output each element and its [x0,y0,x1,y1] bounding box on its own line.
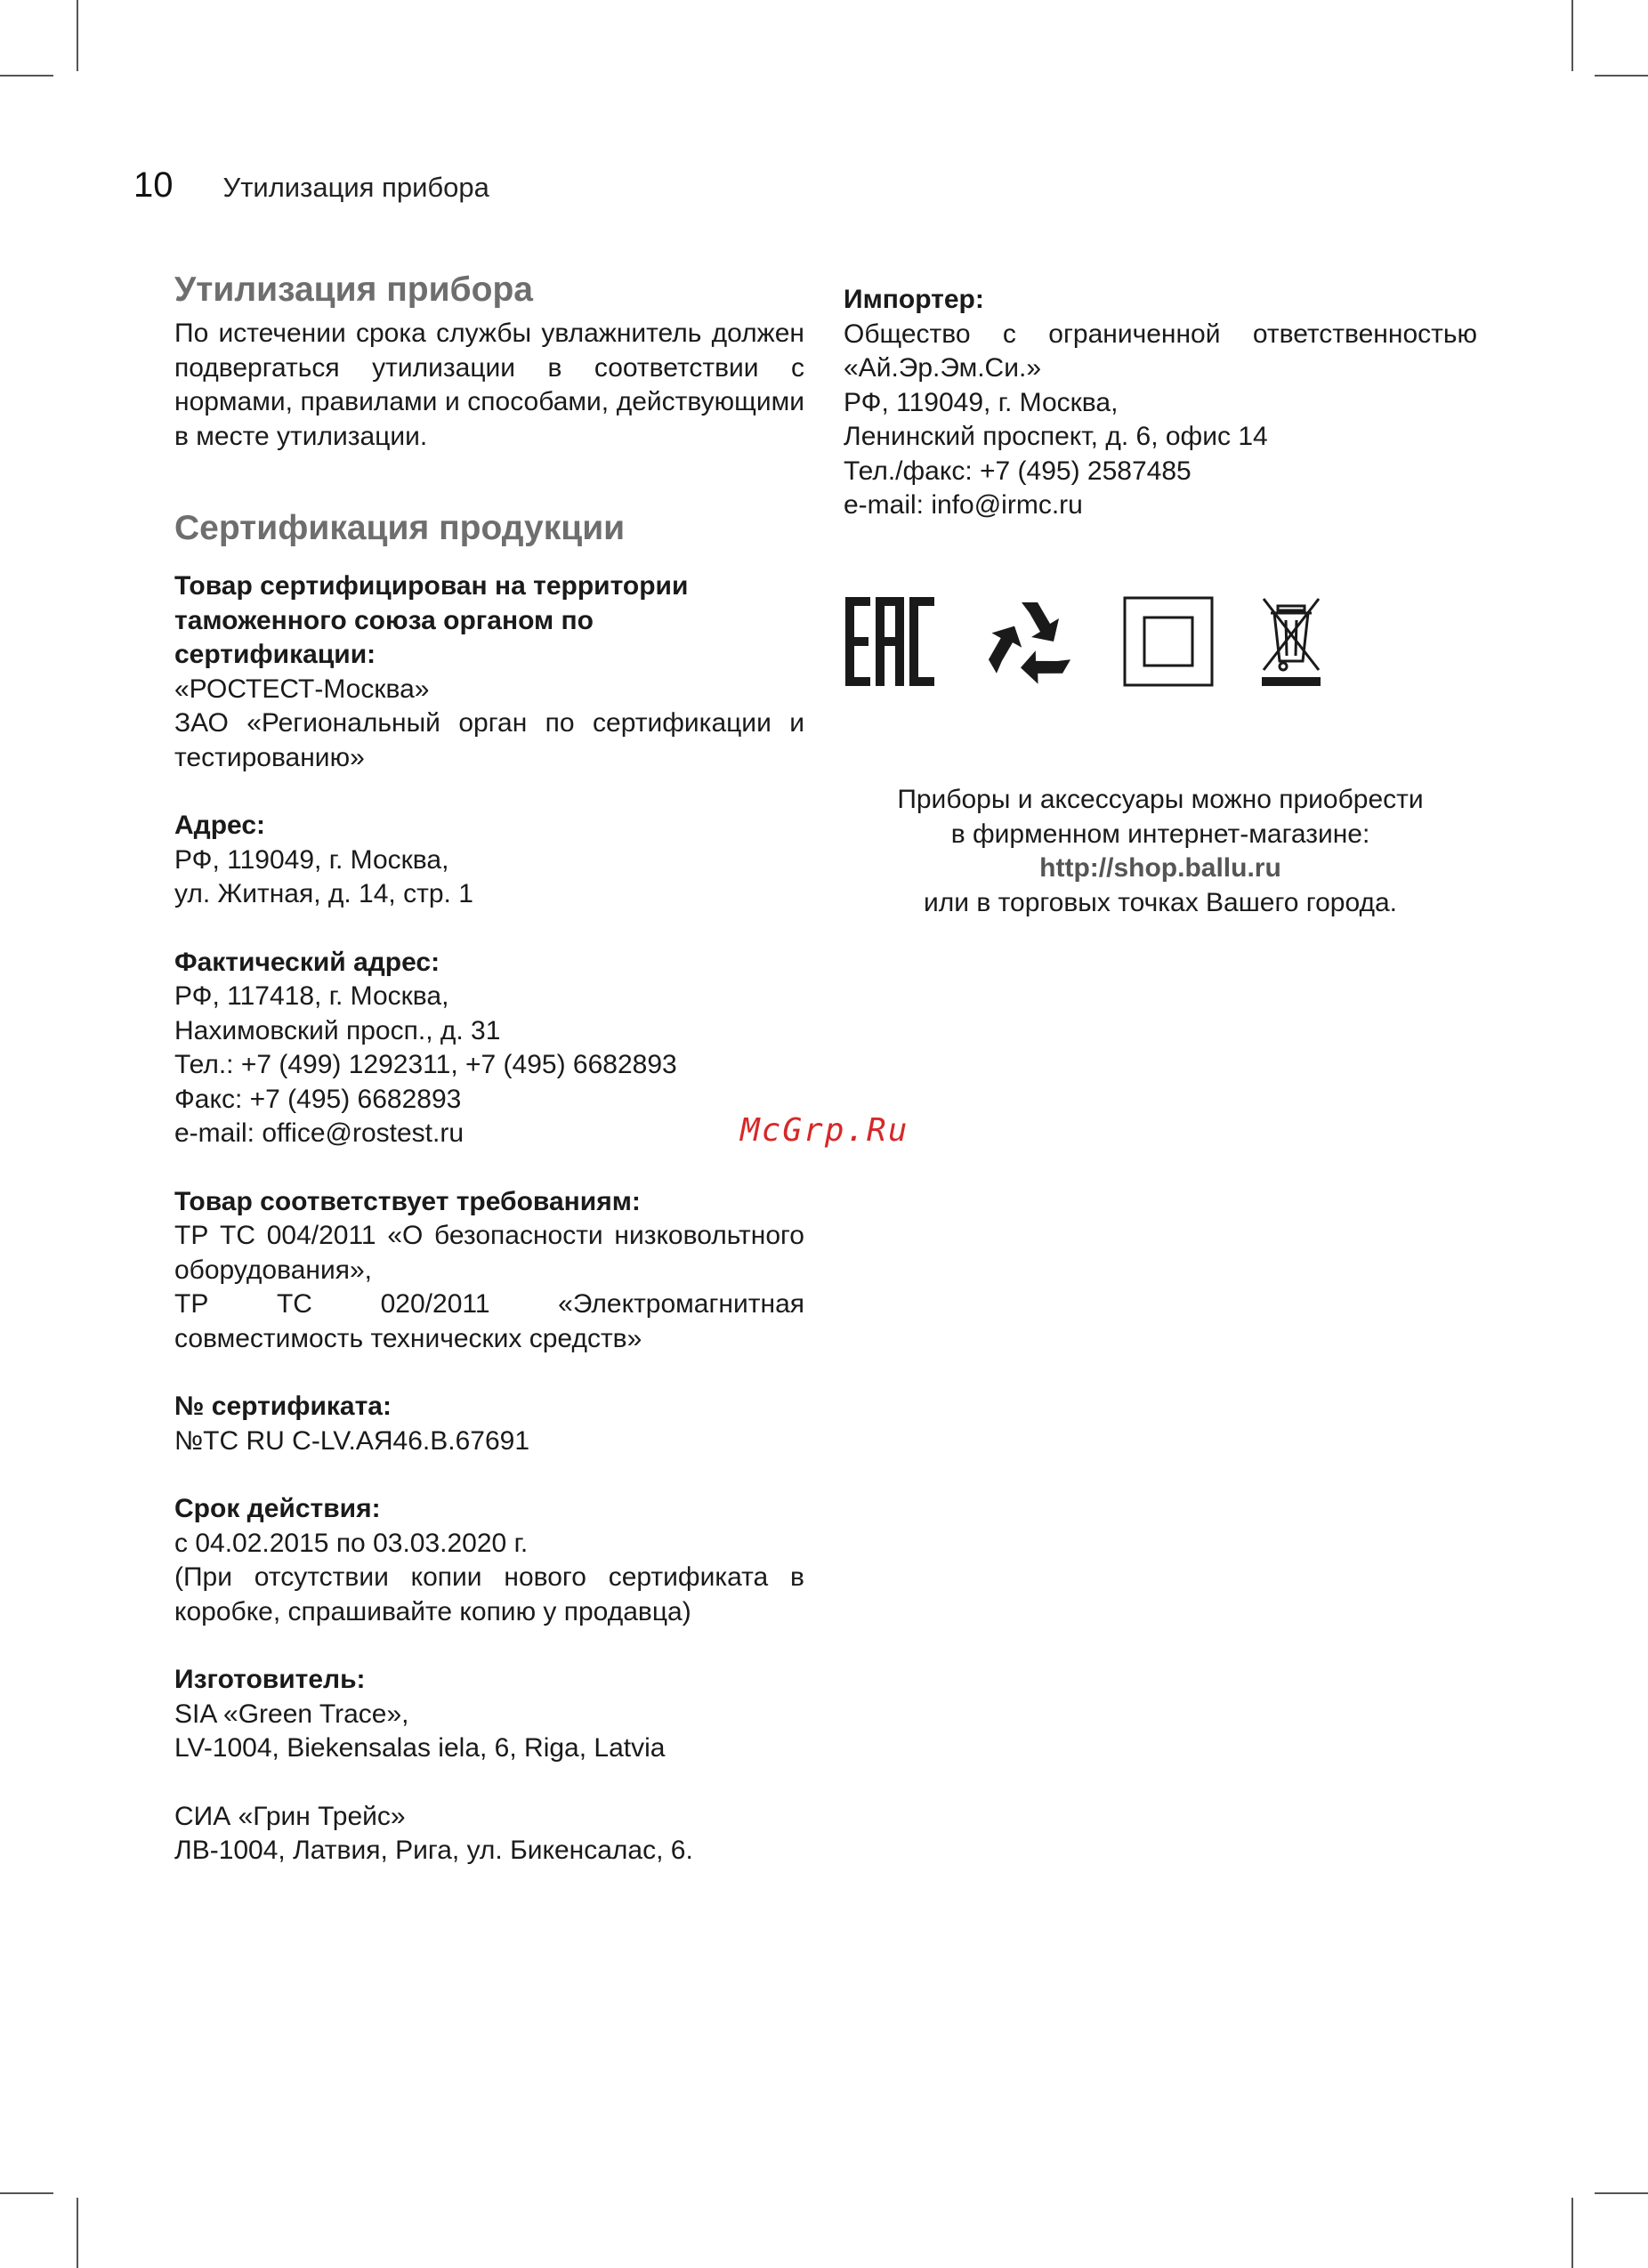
double-insulation-icon [1123,596,1214,691]
crop-mark [1595,75,1648,77]
actual-address-line: РФ, 117418, г. Москва, [174,981,449,1011]
actual-address-fax: Факс: +7 (495) 6682893 [174,1084,462,1114]
certification-heading: Сертификация продукции [174,509,626,547]
manufacturer-latin-line: SIA «Green Trace», [174,1699,409,1729]
certificate-label: № сертификата: [174,1392,392,1421]
importer-email: e-mail: info@irmc.ru [844,490,1083,520]
manufacturer-label: Изготовитель: [174,1665,366,1694]
requirements-label: Товар соответствует требованиям: [174,1186,641,1216]
actual-address-label: Фактический адрес: [174,947,440,977]
shop-block [844,783,1477,920]
weee-crossed-bin-icon [1260,595,1322,692]
actual-address-line: Нахимовский просп., д. 31 [174,1015,501,1045]
importer-phone: Тел./факс: +7 (495) 2587485 [844,456,1192,486]
running-title: Утилизация прибора [222,172,489,203]
recycle-icon [982,595,1077,692]
importer-line: Ленинский проспект, д. 6, офис 14 [844,422,1268,451]
left-column [174,267,804,1868]
address-line: ул. Житная, д. 14, стр. 1 [174,879,473,908]
watermark: McGrp.Ru [740,1112,909,1149]
certificate-number: №ТС RU C-LV.АЯ46.В.67691 [174,1425,530,1456]
certification-marks [844,594,1369,692]
cert-body-line: «РОСТЕСТ-Москва» [174,674,430,704]
crop-mark [77,0,78,71]
page-header [133,165,489,206]
crop-mark [1571,0,1573,71]
page-number: 10 [133,165,174,205]
eac-mark-icon [844,595,936,692]
utilization-text: По истечении срока службы увлажнитель должен подвергаться утилизации в соответствии с нормами, правилами и способами, действующими в месте утилизации. [174,319,804,451]
validity-note: (При отсутствии копии нового сертификата в коробке, спрашивайте копию у продавца) [174,1562,804,1626]
right-column [844,283,1477,523]
crop-mark [1595,2192,1648,2194]
actual-address-email: e-mail: office@rostest.ru [174,1118,465,1148]
certification-body-heading: Товар сертифицирован на территории таможенного союза органом по сертификации: [174,571,689,669]
crop-mark [0,2192,53,2194]
manufacturer-cyrillic-line: ЛВ-1004, Латвия, Рига, ул. Бикенсалас, 6. [174,1836,693,1865]
shop-line: в фирменном интернет-магазине: [950,819,1370,849]
crop-mark [77,2198,78,2268]
requirement-item: ТР ТС 004/2011 «О безопасности низковольтного оборудования», [174,1221,804,1285]
address-label: Адрес: [174,811,265,840]
crop-mark [1571,2198,1573,2268]
crop-mark [0,75,53,77]
cert-body-line: ЗАО «Региональный орган по сертификации и тестированию» [174,708,804,772]
requirement-item: ТР ТС 020/2011 «Электромагнитная совместимость технических средств» [174,1289,804,1353]
manufacturer-latin-line: LV-1004, Biekensalas iela, 6, Riga, Latvia [174,1733,666,1763]
manufacturer-cyrillic-line: СИА «Грин Трейс» [174,1801,406,1831]
validity-dates: с 04.02.2015 по 03.03.2020 г. [174,1528,529,1558]
utilization-heading: Утилизация прибора [174,270,533,309]
shop-line: Приборы и аксессуары можно приобрести [897,785,1424,814]
address-line: РФ, 119049, г. Москва, [174,844,449,875]
actual-address-phone: Тел.: +7 (499) 1292311, +7 (495) 6682893 [174,1050,677,1079]
shop-line: или в торговых точках Вашего города. [923,887,1398,917]
importer-label: Импортер: [844,285,984,314]
shop-link[interactable]: http://shop.ballu.ru [1039,853,1281,883]
importer-line: Общество с ограниченной ответственностью «Ай.Эр.Эм.Си.» [844,319,1477,383]
validity-label: Срок действия: [174,1494,381,1523]
importer-line: РФ, 119049, г. Москва, [844,387,1119,417]
